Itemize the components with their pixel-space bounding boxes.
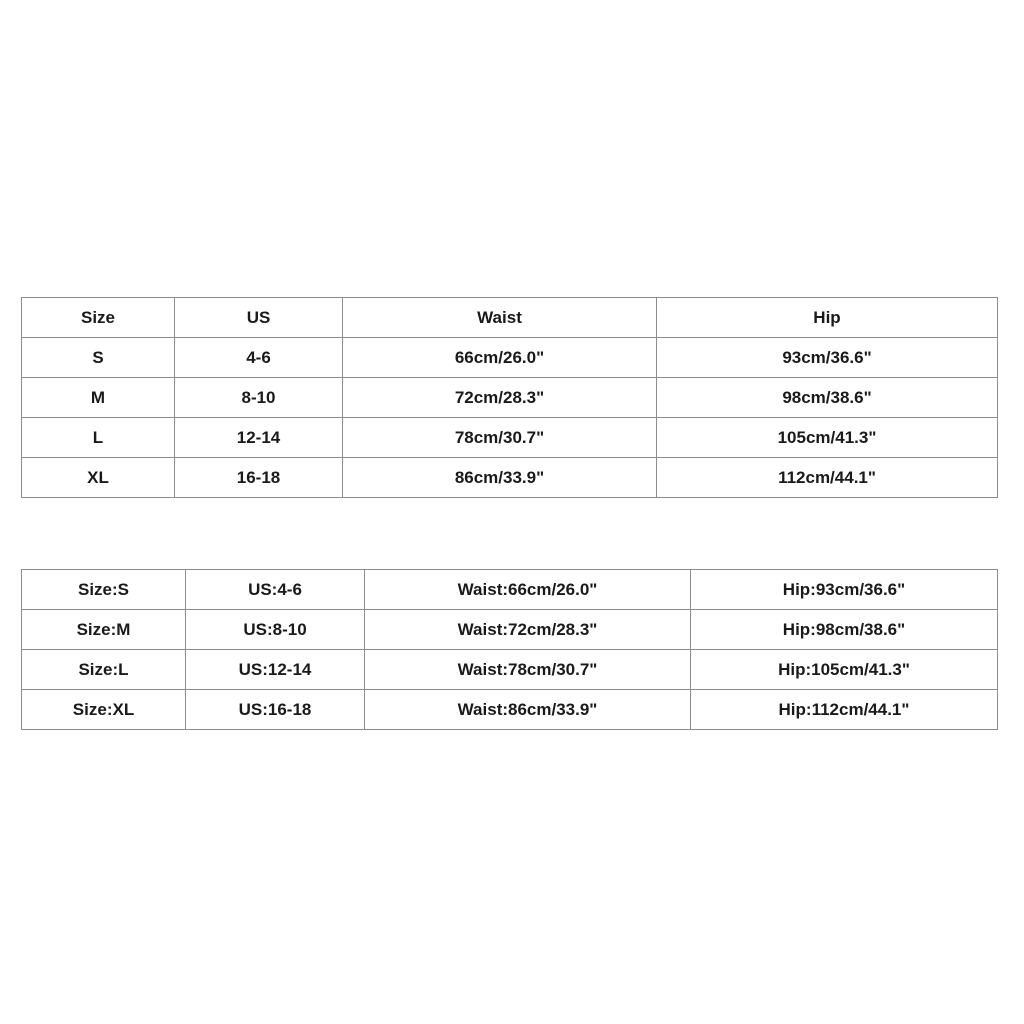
table-row bbox=[22, 378, 998, 418]
us-cell: 8-10 bbox=[175, 378, 343, 418]
size-chart-table bbox=[21, 297, 998, 498]
hip-cell: 105cm/41.3" bbox=[657, 418, 998, 458]
table-row bbox=[22, 690, 998, 730]
size-cell: XL bbox=[22, 458, 175, 498]
us-cell: 4-6 bbox=[175, 338, 343, 378]
us-cell: US:16-18 bbox=[186, 690, 365, 730]
hip-cell: Hip:112cm/44.1" bbox=[691, 690, 998, 730]
waist-cell: Waist:86cm/33.9" bbox=[365, 690, 691, 730]
waist-cell: 72cm/28.3" bbox=[343, 378, 657, 418]
table-row bbox=[22, 458, 998, 498]
size-cell: Size:M bbox=[22, 610, 186, 650]
hip-cell: Hip:93cm/36.6" bbox=[691, 570, 998, 610]
waist-cell: 66cm/26.0" bbox=[343, 338, 657, 378]
hip-cell: 98cm/38.6" bbox=[657, 378, 998, 418]
waist-cell: Waist:66cm/26.0" bbox=[365, 570, 691, 610]
size-cell: Size:XL bbox=[22, 690, 186, 730]
size-cell: Size:L bbox=[22, 650, 186, 690]
waist-cell: 78cm/30.7" bbox=[343, 418, 657, 458]
us-cell: 12-14 bbox=[175, 418, 343, 458]
us-cell: US:4-6 bbox=[186, 570, 365, 610]
waist-cell: Waist:78cm/30.7" bbox=[365, 650, 691, 690]
hip-cell: Hip:98cm/38.6" bbox=[691, 610, 998, 650]
size-cell: S bbox=[22, 338, 175, 378]
header-cell-waist: Waist bbox=[343, 298, 657, 338]
us-cell: US:12-14 bbox=[186, 650, 365, 690]
table-row bbox=[22, 650, 998, 690]
table-row bbox=[22, 570, 998, 610]
hip-cell: Hip:105cm/41.3" bbox=[691, 650, 998, 690]
table-row bbox=[22, 418, 998, 458]
table-row bbox=[22, 338, 998, 378]
waist-cell: 86cm/33.9" bbox=[343, 458, 657, 498]
us-cell: 16-18 bbox=[175, 458, 343, 498]
hip-cell: 112cm/44.1" bbox=[657, 458, 998, 498]
us-cell: US:8-10 bbox=[186, 610, 365, 650]
header-cell-size: Size bbox=[22, 298, 175, 338]
hip-cell: 93cm/36.6" bbox=[657, 338, 998, 378]
table-row bbox=[22, 610, 998, 650]
size-list-table bbox=[21, 569, 998, 730]
size-cell: M bbox=[22, 378, 175, 418]
waist-cell: Waist:72cm/28.3" bbox=[365, 610, 691, 650]
size-cell: Size:S bbox=[22, 570, 186, 610]
header-cell-hip: Hip bbox=[657, 298, 998, 338]
header-cell-us: US bbox=[175, 298, 343, 338]
size-cell: L bbox=[22, 418, 175, 458]
table-header-row bbox=[22, 298, 998, 338]
